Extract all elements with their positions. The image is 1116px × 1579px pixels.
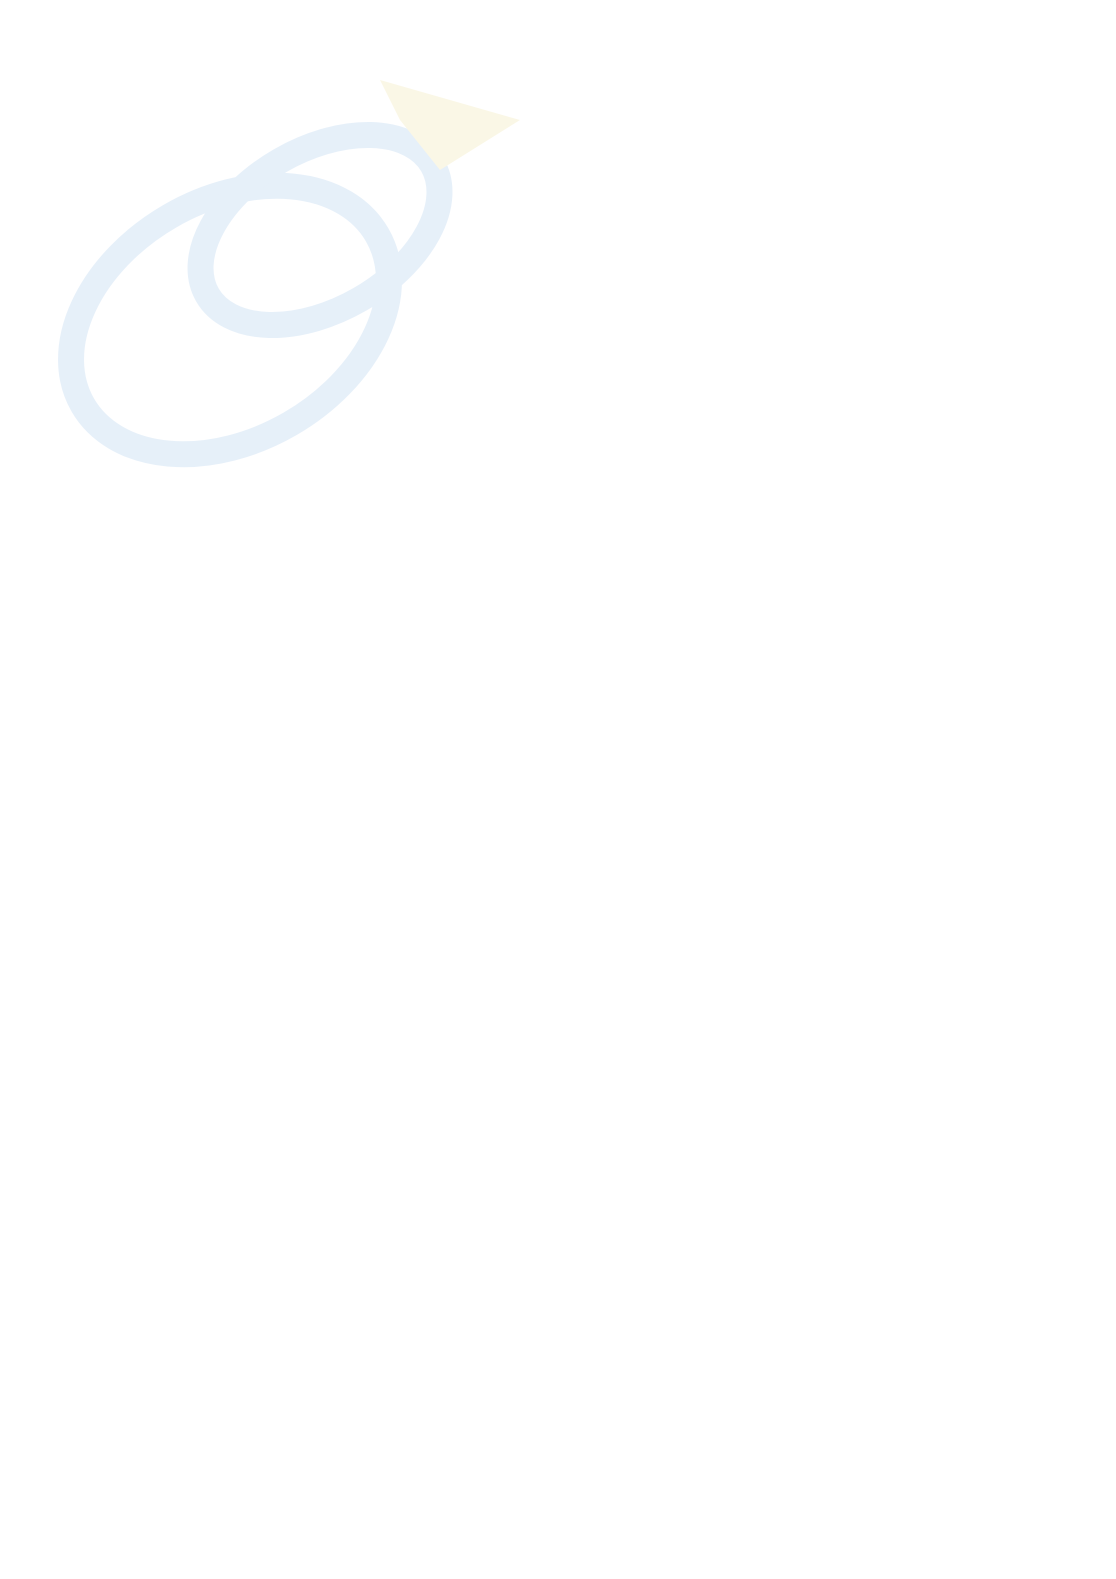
document-page bbox=[36, 22, 1012, 46]
watermark-logo bbox=[20, 60, 540, 480]
